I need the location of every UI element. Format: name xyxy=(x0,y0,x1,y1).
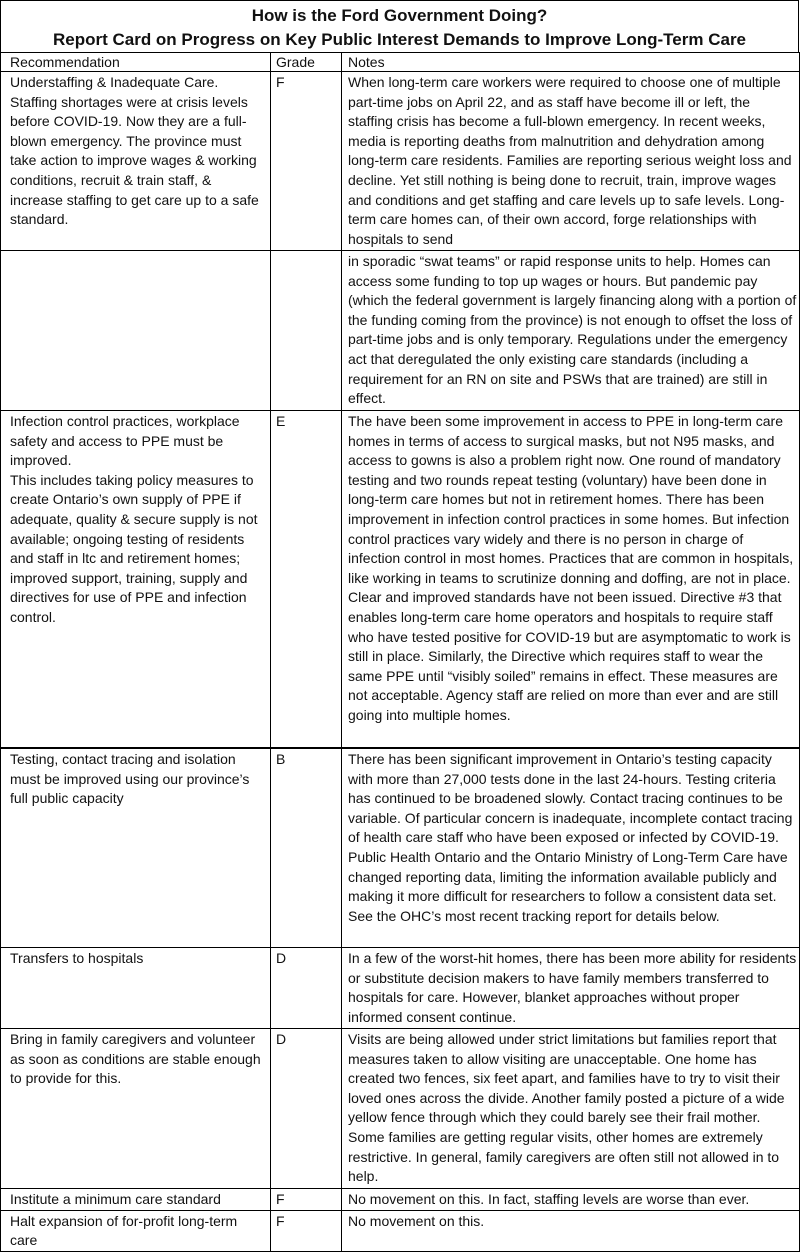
grade-cell: D xyxy=(271,948,342,1029)
notes-cell: In a few of the worst-hit homes, there has been more ability for residents or substitute decision makers to have family members transferred to hospitals for care. However, blanket approaches without proper informed consent continue. xyxy=(342,948,800,1029)
title-line-2: Report Card on Progress on Key Public Interest Demands to Improve Long-Term Care xyxy=(52,30,747,49)
recommendation-text: Testing, contact tracing and isolation must be improved using our province’s full public capacity xyxy=(10,751,250,807)
table-row xyxy=(1,1189,800,1211)
recommendation-cell xyxy=(1,1029,271,1189)
table-row xyxy=(1,1029,800,1189)
notes-cell: in sporadic “swat teams” or rapid response units to help. Homes can access some funding to top up wages or hours. But pandemic pay (which the federal government is largely financing along with a portion of the funding coming from the province) is not enough to offset the loss of part-time jobs and is only temporary. Regulations under the emergency act that deregulated the only existing care standards (including a requirement for an RN on site and PSWs that are trained) are still in effect. xyxy=(342,251,800,411)
grade-cell: F xyxy=(271,1189,342,1211)
grade-cell: D xyxy=(271,1029,342,1189)
header-row xyxy=(1,53,800,72)
notes-cell: When long-term care workers were required to choose one of multiple part-time jobs on April 22, and as staff have become ill or left, the staffing crisis has become a full-blown emergency. In recent weeks, media is reporting deaths from malnutrition and dehydration among long-term care residents. Families are reporting serious weight loss and decline. Yet still nothing is being done to recruit, train, improve wages and conditions and get staffing and care levels up to safe levels. Long-term care homes can, of their own accord, forge relationships with hospitals to send xyxy=(342,72,800,251)
notes-cell: There has been significant improvement in Ontario’s testing capacity with more than 27,000 tests done in the last 24-hours. Testing criteria has continued to be broadened slowly. Contact tracing continues to be variable. Of particular concern is inadequate, incomplete contact tracing of health care staff who have been exposed or infected by COVID-19. Public Health Ontario and the Ontario Ministry of Long-Term Care have changed reporting data, limiting the information available publicly and making it more difficult for researchers to follow a consistent data set. See the OHC’s most recent tracking report for details below. xyxy=(342,749,800,948)
recommendation-text: Understaffing & Inadequate Care. Staffing shortages were at crisis levels before COVID-19. Now they are a full-blown emergency. The province must take action to improve wages & working conditions, recruit & train staff, & increase staffing to get care up to a safe standard. xyxy=(10,74,259,228)
table-row xyxy=(1,72,800,251)
recommendation-cell xyxy=(1,1210,271,1251)
notes-cell: No movement on this. In fact, staffing levels are worse than ever. xyxy=(342,1189,800,1211)
recommendation-cell xyxy=(1,749,271,948)
grade-cell: F xyxy=(271,1210,342,1251)
recommendation-text: Institute a minimum care standard xyxy=(10,1191,221,1207)
report-card-table-part-2 xyxy=(0,748,800,1252)
grade-cell: F xyxy=(271,72,342,251)
recommendation-text: Transfers to hospitals xyxy=(10,950,144,966)
title-line-1: How is the Ford Government Doing? xyxy=(251,6,548,25)
table-row xyxy=(1,1210,800,1251)
recommendation-cell xyxy=(1,948,271,1029)
grade-cell xyxy=(271,251,342,411)
recommendation-text: Bring in family caregivers and volunteer as soon as conditions are stable enough to provide for this. xyxy=(10,1031,261,1087)
notes-cell: The have been some improvement in access to PPE in long-term care homes in terms of access to surgical masks, but not N95 masks, and access to gowns is also a problem right now. One round of mandatory testing and two rounds repeat testing (voluntary) have been done in long-term care homes but not in retirement homes. There has been improvement in infection control practices in some homes. But infection control practices vary widely and there is no person in charge of infection control in most homes. Practices that are common in hospitals, like working in teams to scrutinize donning and doffing, are not in place. Clear and improved standards have not been issued. Directive #3 that enables long-term care home operators and hospitals to require staff who have tested positive for COVID-19 but are asymptomatic to work is still in place. Similarly, the Directive which requires staff to wear the same PPE until “visibly soiled” remains in effect. These measures are not acceptable. Agency staff are relied on more than ever and are still going into multiple homes. xyxy=(342,411,800,748)
notes-cell: Visits are being allowed under strict limitations but families report that measures taken to allow visiting are unacceptable. One home has created two fences, six feet apart, and families have to try to visit their loved ones across the divide. Another family posted a picture of a wide yellow fence through which they could barely see their frail mother. Some families are getting regular visits, other homes are extremely restrictive. In general, family caregivers are often still not allowed in to help. xyxy=(342,1029,800,1189)
column-header-notes: Notes xyxy=(342,53,800,72)
table-row xyxy=(1,411,800,748)
recommendation-cell xyxy=(1,1189,271,1211)
column-header-grade: Grade xyxy=(271,53,342,72)
grade-cell: E xyxy=(271,411,342,748)
recommendation-cell xyxy=(1,411,271,748)
table-row xyxy=(1,749,800,948)
table-row xyxy=(1,251,800,411)
report-title xyxy=(0,0,799,52)
report-card-table-part-1 xyxy=(0,52,800,748)
notes-cell: No movement on this. xyxy=(342,1210,800,1251)
recommendation-text: Halt expansion of for-profit long-term care xyxy=(10,1212,238,1249)
grade-cell: B xyxy=(271,749,342,948)
recommendation-text: This includes taking policy measures to create Ontario’s own supply of PPE if adequate, quality & secure supply is not available; ongoing testing of residents and staff in ltc and retirement homes; improved support, training, supply and directives for use of PPE and infection control. xyxy=(10,471,258,625)
column-header-recommendation: Recommendation xyxy=(1,53,271,72)
recommendation-cell xyxy=(1,251,271,411)
recommendation-text: Infection control practices, workplace safety and access to PPE must be improved. xyxy=(10,413,240,469)
table-row xyxy=(1,948,800,1029)
recommendation-cell xyxy=(1,72,271,251)
